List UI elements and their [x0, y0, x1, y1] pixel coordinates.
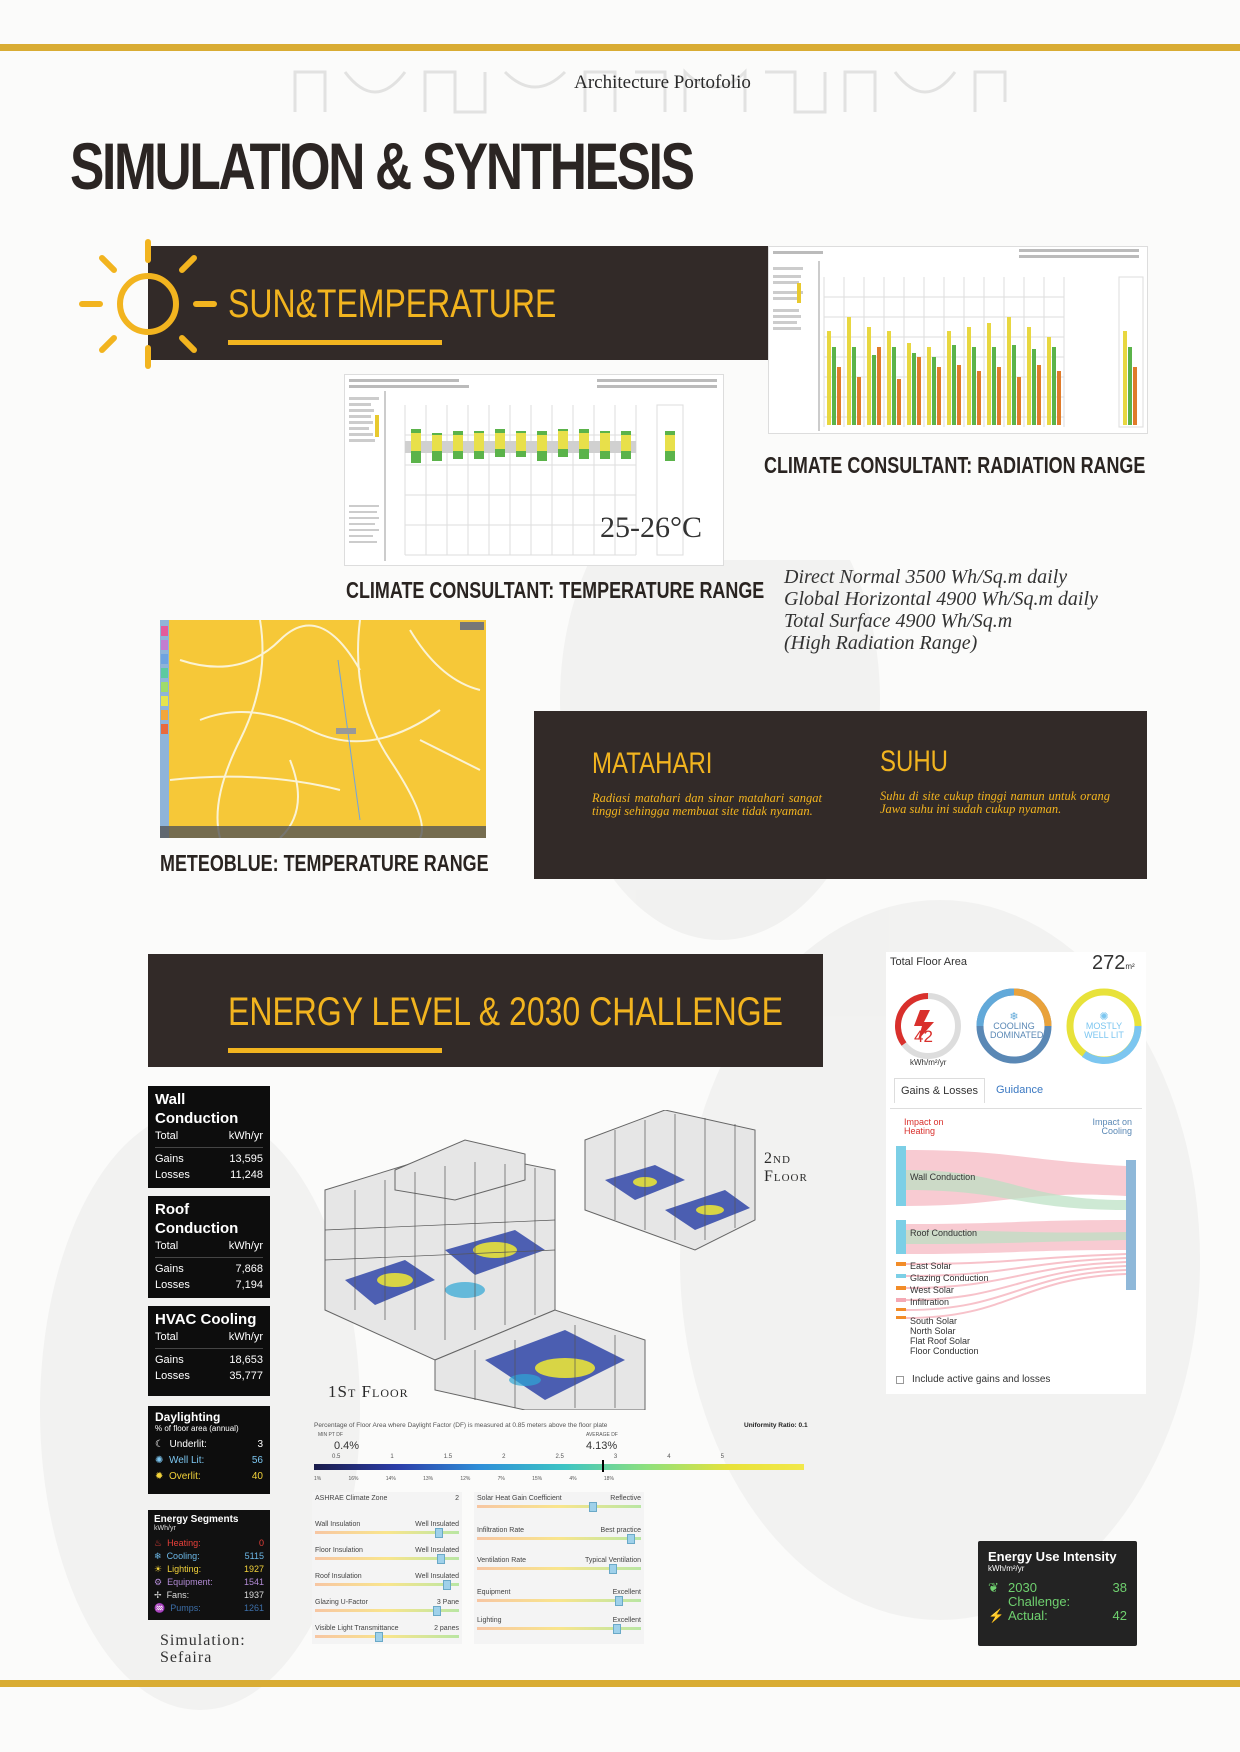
- flow-south-solar: South Solar: [910, 1316, 958, 1326]
- roof-title: Roof Conduction: [155, 1201, 239, 1237]
- glazing-u-value: 3 Pane: [436, 1599, 459, 1606]
- header-title: Architecture Portofolio: [574, 72, 751, 93]
- eui-gauge-unit: kWh/m²/yr: [910, 1058, 947, 1067]
- df-gradient-bar: [314, 1464, 804, 1470]
- hvac-losses: 35,777: [229, 1370, 263, 1382]
- vlt-value: 2 panes: [434, 1625, 459, 1632]
- roof-unit: kWh/yr: [228, 1240, 263, 1252]
- eui-title: Energy Use Intensity: [988, 1549, 1117, 1564]
- vlt-slider[interactable]: [315, 1625, 459, 1643]
- wall-insulation-slider[interactable]: [315, 1521, 459, 1539]
- df-avg-label: AVERAGE DF: [586, 1432, 618, 1438]
- underlit-label: Underlit:: [169, 1439, 207, 1450]
- glazing-u-slider[interactable]: [315, 1599, 459, 1617]
- energy-section-title: ENERGY LEVEL & 2030 CHALLENGE: [228, 990, 783, 1034]
- lighting-value: Excellent: [612, 1617, 641, 1624]
- matahari-text: Radiasi matahari dan sinar matahari sangat tinggi sehingga membuat site tidak nyaman.: [592, 791, 822, 818]
- floor-insulation-value: Well Insulated: [415, 1547, 459, 1554]
- infiltration-label: Infiltration Rate: [477, 1527, 525, 1534]
- overlit-label: Overlit:: [168, 1471, 201, 1482]
- df-pct-4: 13%: [423, 1476, 434, 1482]
- sefaira-panel: [886, 952, 1146, 1394]
- df-tick-5: 2.5: [555, 1454, 564, 1460]
- sun-info-box: [534, 711, 1147, 879]
- radiation-note-1: Direct Normal 3500 Wh/Sq.m daily: [784, 566, 1068, 588]
- eui-actual-value: 42: [1112, 1608, 1127, 1623]
- ventilation-slider[interactable]: [477, 1557, 641, 1575]
- temp-range-caption: CLIMATE CONSULTANT: TEMPERATURE RANGE: [346, 577, 765, 603]
- ventilation-value: Typical Ventilation: [584, 1557, 641, 1564]
- seg-fans-label: Fans:: [166, 1590, 190, 1600]
- wall-losses: 11,248: [230, 1169, 263, 1181]
- include-active-checkbox[interactable]: [896, 1376, 904, 1384]
- wall-total-label: Total: [155, 1130, 179, 1142]
- bottom-rule: [0, 1680, 1240, 1687]
- seg-cooling-value: 5115: [244, 1551, 264, 1561]
- hvac-cooling-box: [148, 1306, 270, 1396]
- flow-glazing: Glazing Conduction: [910, 1273, 989, 1283]
- climate-zone-slider[interactable]: [315, 1495, 459, 1513]
- df-pct-8: 4%: [569, 1476, 577, 1482]
- roof-total-label: Total: [155, 1240, 179, 1252]
- vlt-label: Visible Light Transmittance: [315, 1625, 399, 1632]
- tab-gains-losses[interactable]: Gains & Losses: [894, 1078, 985, 1103]
- df-pct-7: 15%: [532, 1476, 543, 1482]
- floor-insulation-label: Floor Insulation: [315, 1547, 363, 1554]
- df-min-value: 0.4%: [334, 1440, 360, 1452]
- roof-insulation-value: Well Insulated: [415, 1573, 459, 1580]
- shgc-slider[interactable]: [477, 1495, 641, 1513]
- roof-insulation-slider[interactable]: [315, 1573, 459, 1591]
- radiation-notes: [784, 566, 1098, 654]
- sun-icon: [78, 236, 218, 372]
- simulation-caption-1: Simulation:: [160, 1632, 246, 1649]
- wall-insulation-value: Well Insulated: [415, 1521, 459, 1528]
- wall-losses-label: Losses: [155, 1169, 190, 1181]
- flow-floor: Floor Conduction: [910, 1346, 979, 1356]
- wall-insulation-label: Wall Insulation: [315, 1521, 361, 1528]
- uniformity-ratio: Uniformity Ratio: 0.1: [744, 1422, 808, 1429]
- suhu-text: Suhu di site cukup tinggi namun untuk orang Jawa suhu ini sudah cukup nyaman.: [880, 789, 1110, 816]
- overlit-icon: ✹: [155, 1471, 164, 1482]
- lighting-label: Lighting: [477, 1617, 502, 1624]
- climate-zone-label: ASHRAE Climate Zone: [315, 1495, 388, 1502]
- radiation-note-3: Total Surface 4900 Wh/Sq.m: [784, 610, 1013, 632]
- ventilation-label: Ventilation Rate: [477, 1557, 527, 1564]
- tab-guidance[interactable]: Guidance: [996, 1084, 1044, 1096]
- roof-gains-label: Gains: [155, 1263, 184, 1275]
- hvac-gains: 18,653: [229, 1354, 263, 1366]
- infiltration-value: Best practice: [600, 1527, 641, 1534]
- pumps-icon: ♒: [154, 1603, 166, 1613]
- meteoblue-caption: METEOBLUE: TEMPERATURE RANGE: [160, 850, 489, 876]
- climate-zone-value: 2: [455, 1495, 459, 1502]
- sun-section-title: SUN&TEMPERATURE: [228, 282, 557, 326]
- flow-east-solar: East Solar: [910, 1261, 952, 1271]
- df-tick-6: 3: [613, 1454, 618, 1460]
- seg-equipment-value: 1541: [243, 1577, 264, 1587]
- temp-overlay-label: 25-26°C: [600, 511, 702, 544]
- df-avg-value: 4.13%: [586, 1440, 618, 1452]
- eui-unit: kWh/m²/yr: [988, 1564, 1025, 1573]
- flow-north-solar: North Solar: [910, 1326, 956, 1336]
- roof-losses: 7,194: [235, 1279, 263, 1291]
- floor-insulation-slider[interactable]: [315, 1547, 459, 1565]
- roof-insulation-label: Roof Insulation: [315, 1573, 362, 1580]
- building-daylight-model: [315, 1110, 785, 1410]
- hvac-total-label: Total: [155, 1331, 179, 1343]
- include-active-label: Include active gains and losses: [912, 1374, 1051, 1385]
- tfa-value: 272: [1092, 952, 1126, 974]
- flow-wall: Wall Conduction: [910, 1172, 976, 1182]
- heating-icon: ♨: [154, 1538, 163, 1548]
- eui-gauge-value: 42: [914, 1027, 933, 1046]
- matahari-heading: MATAHARI: [592, 747, 713, 780]
- radiation-note-4: (High Radiation Range): [784, 632, 978, 654]
- equipment-icon: ⚙: [154, 1577, 163, 1587]
- cooling-icon: ❄: [154, 1551, 162, 1561]
- df-tick-3: 1.5: [443, 1454, 453, 1460]
- infiltration-slider[interactable]: [477, 1527, 641, 1545]
- df-pct-9: 18%: [603, 1476, 614, 1482]
- seg-heating-label: Heating:: [167, 1538, 201, 1548]
- underlit-value: 3: [257, 1439, 263, 1450]
- wall-gains: 13,595: [229, 1153, 263, 1165]
- wall-title: Wall Conduction: [155, 1091, 239, 1127]
- df-pct-2: 16%: [348, 1476, 359, 1482]
- welllit-value: 56: [251, 1455, 263, 1466]
- seg-equipment-label: Equipment:: [167, 1577, 213, 1587]
- energy-title-underline: [228, 1048, 442, 1053]
- hvac-gains-label: Gains: [155, 1354, 184, 1366]
- seg-cooling-label: Cooling:: [166, 1551, 200, 1561]
- seg-heating-value: 0: [258, 1538, 264, 1548]
- df-tick-1: 0.5: [332, 1454, 341, 1460]
- fans-icon: ✢: [154, 1590, 162, 1600]
- welllit-ring-label: MOSTLY WELL LIT: [1084, 1021, 1124, 1040]
- eui-challenge-label: 2030 Challenge:: [1008, 1580, 1071, 1609]
- wall-conduction-box: [148, 1086, 270, 1188]
- moon-icon: ☾: [155, 1439, 164, 1450]
- floor-1-label: 1St Floor: [328, 1382, 409, 1401]
- lighting-icon: ☀: [154, 1564, 163, 1574]
- df-note: Percentage of Floor Area where Daylight Factor (DF) is measured at 0.85 meters above the floor plate: [314, 1422, 608, 1429]
- hvac-losses-label: Losses: [155, 1370, 190, 1382]
- df-tick-7: 4: [667, 1454, 671, 1460]
- eui-challenge-value: 38: [1112, 1580, 1127, 1595]
- floor-2-label-b: Floor: [764, 1168, 808, 1185]
- radiation-range-chart: [768, 246, 1148, 434]
- roof-losses-label: Losses: [155, 1279, 190, 1291]
- flow-roof: Roof Conduction: [910, 1228, 978, 1238]
- df-pct-1: 1%: [314, 1476, 322, 1482]
- df-tick-4: 2: [502, 1454, 506, 1460]
- equipment-value: Excellent: [612, 1589, 641, 1596]
- shgc-label: Solar Heat Gain Coefficient: [477, 1495, 562, 1502]
- seg-fans-value: 1937: [243, 1590, 264, 1600]
- equipment-slider[interactable]: [477, 1589, 641, 1607]
- seg-lighting-value: 1927: [243, 1564, 264, 1574]
- tfa-label: Total Floor Area: [890, 956, 968, 968]
- eui-gauge-icon: [890, 988, 966, 1064]
- glazing-u-label: Glazing U-Factor: [315, 1599, 368, 1606]
- seg-pumps-value: 1261: [243, 1603, 264, 1613]
- roof-gains: 7,868: [235, 1263, 263, 1275]
- flow-flat-roof: Flat Roof Solar: [910, 1336, 971, 1346]
- temperature-range-chart: [344, 374, 724, 566]
- wall-gains-label: Gains: [155, 1153, 184, 1165]
- df-scale: [314, 1432, 804, 1488]
- meteoblue-map: [160, 620, 486, 838]
- leaf-icon: ❦: [988, 1580, 999, 1595]
- seg-pumps-label: Pumps:: [170, 1603, 201, 1613]
- shgc-value: Reflective: [610, 1495, 641, 1502]
- equipment-label: Equipment: [477, 1589, 511, 1596]
- impact-cooling-label: Impact on Cooling: [1092, 1117, 1132, 1136]
- roof-conduction-box: [148, 1196, 270, 1298]
- page-title: SIMULATION & SYNTHESIS: [70, 129, 693, 203]
- sliders-left-panel: [312, 1492, 462, 1644]
- lighting-slider[interactable]: [477, 1617, 641, 1635]
- welllit-label: Well Lit:: [168, 1455, 205, 1466]
- wall-unit: kWh/yr: [228, 1130, 263, 1142]
- simulation-caption-2: Sefaira: [160, 1649, 213, 1666]
- radiation-range-caption: CLIMATE CONSULTANT: RADIATION RANGE: [764, 452, 1146, 478]
- radiation-note-2: Global Horizontal 4900 Wh/Sq.m daily: [784, 588, 1098, 610]
- daylight-sub: % of floor area (annual): [155, 1424, 239, 1433]
- sliders-right-panel: [474, 1492, 644, 1644]
- welllit-icon: ✺: [155, 1455, 164, 1466]
- svg-text:✺: ✺: [1099, 1011, 1109, 1023]
- hvac-title: HVAC Cooling: [155, 1311, 257, 1328]
- df-pct-3: 14%: [385, 1476, 396, 1482]
- df-pct-5: 12%: [460, 1476, 471, 1482]
- bolt-icon: ⚡: [988, 1608, 1005, 1623]
- top-rule: [0, 44, 1240, 51]
- eui-actual-label: Actual:: [1008, 1608, 1048, 1623]
- flow-infiltration: Infiltration: [910, 1297, 950, 1307]
- floor-2-label-a: 2nd: [764, 1150, 791, 1167]
- eui-box: [978, 1541, 1137, 1646]
- tfa-unit: m²: [1125, 962, 1135, 971]
- simulation-caption: [160, 1632, 246, 1666]
- daylighting-box: [148, 1406, 270, 1494]
- df-tick-2: 1: [390, 1454, 394, 1460]
- seg-lighting-label: Lighting:: [167, 1564, 202, 1574]
- sun-title-underline: [228, 340, 442, 345]
- energy-segments-box: [148, 1510, 270, 1620]
- df-tick-8: 5: [720, 1454, 724, 1460]
- segments-unit: kWh/yr: [154, 1525, 176, 1532]
- impact-heating-label: Impact on Heating: [904, 1117, 944, 1136]
- floor-2-label: [764, 1150, 808, 1186]
- flow-west-solar: West Solar: [910, 1285, 954, 1295]
- overlit-value: 40: [251, 1471, 263, 1482]
- hvac-unit: kWh/yr: [228, 1331, 263, 1343]
- cooling-ring-label: COOLING DOMINATED: [990, 1021, 1044, 1040]
- segments-title: Energy Segments: [154, 1514, 239, 1525]
- daylight-title: Daylighting: [155, 1410, 221, 1424]
- df-pct-6: 7%: [497, 1476, 505, 1482]
- suhu-heading: SUHU: [880, 745, 949, 778]
- df-min-label: MIN PT DF: [318, 1432, 343, 1438]
- svg-text:❄: ❄: [1009, 1011, 1019, 1023]
